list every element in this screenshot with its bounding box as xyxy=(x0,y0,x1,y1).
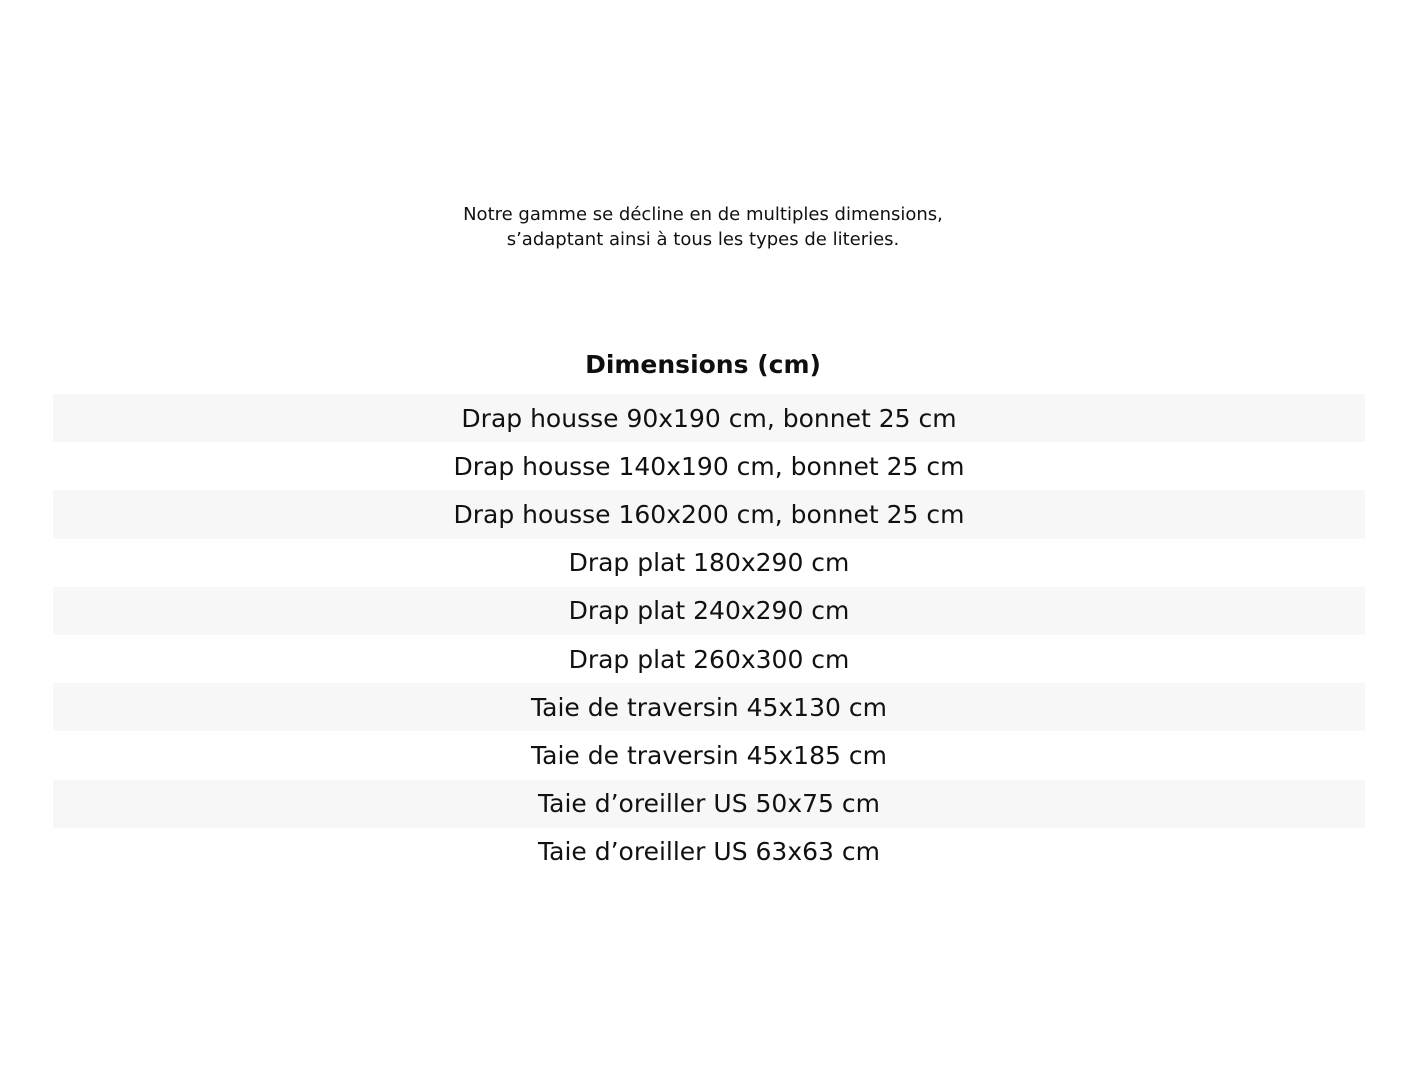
table-row: Drap plat 240x290 cm xyxy=(53,587,1365,635)
dimensions-table xyxy=(53,394,1365,876)
table-row: Drap housse 160x200 cm, bonnet 25 cm xyxy=(53,490,1365,538)
intro-line-2: s’adaptant ainsi à tous les types de literies. xyxy=(506,229,900,250)
table-title: Dimensions (cm) xyxy=(585,350,821,379)
table-row: Drap plat 260x300 cm xyxy=(53,635,1365,683)
table-row: Drap plat 180x290 cm xyxy=(53,539,1365,587)
table-row: Taie d’oreiller US 63x63 cm xyxy=(53,828,1365,876)
table-row: Drap housse 140x190 cm, bonnet 25 cm xyxy=(53,442,1365,490)
intro-line-1: Notre gamme se décline en de multiples dimensions, xyxy=(463,204,943,225)
table-row: Taie d’oreiller US 50x75 cm xyxy=(53,780,1365,828)
table-row: Taie de traversin 45x130 cm xyxy=(53,683,1365,731)
table-row: Taie de traversin 45x185 cm xyxy=(53,731,1365,779)
intro-text xyxy=(0,202,1406,252)
table-row: Drap housse 90x190 cm, bonnet 25 cm xyxy=(53,394,1365,442)
